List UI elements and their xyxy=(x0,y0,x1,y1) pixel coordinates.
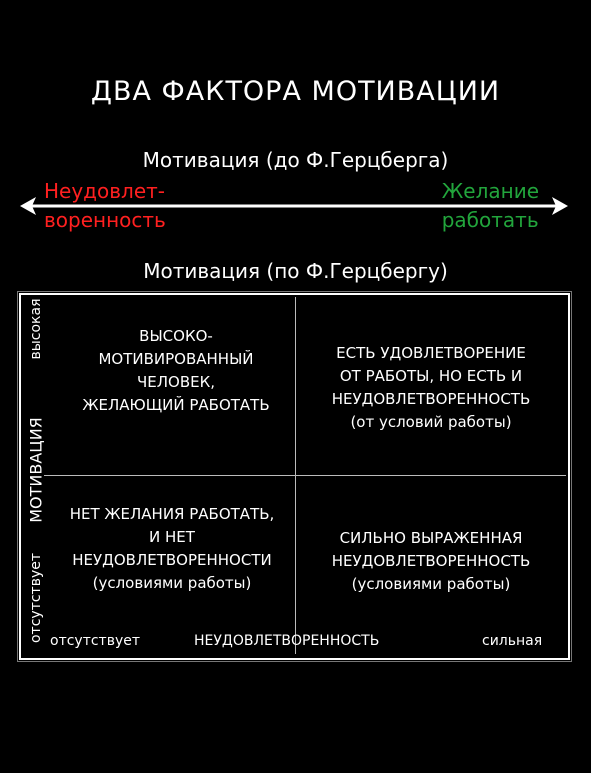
x-axis-title: НЕУДОВЛЕТВОРЕННОСТЬ xyxy=(194,633,380,649)
quadrant-top-left: ВЫСОКО- МОТИВИРОВАННЫЙ ЧЕЛОВЕК, ЖЕЛАЮЩИЙ РАБОТАТЬ xyxy=(82,327,270,414)
quadrant-bottom-right: СИЛЬНО ВЫРАЖЕННАЯ НЕУДОВЛЕТВОРЕННОСТЬ (условиями работы) xyxy=(331,529,531,593)
y-axis-low-label: отсутствует xyxy=(28,552,44,644)
y-axis-high-label: высокая xyxy=(28,298,44,360)
page-title: ДВА ФАКТОРА МОТИВАЦИИ xyxy=(90,76,501,107)
subtitle-after-herzberg: Мотивация (по Ф.Герцбергу) xyxy=(143,259,448,283)
quadrant-top-right: ЕСТЬ УДОВЛЕТВОРЕНИЕ ОТ РАБОТЫ, НО ЕСТЬ И НЕУДОВЛЕТВОРЕННОСТЬ (от условий работы) xyxy=(331,344,531,431)
x-axis-low-label: отсутствует xyxy=(50,633,141,649)
quadrant-bottom-left: НЕТ ЖЕЛАНИЯ РАБОТАТЬ, И НЕТ НЕУДОВЛЕТВОРЕННОСТИ (условиями работы) xyxy=(69,505,275,592)
desire-to-work-label: Желание работать xyxy=(441,179,539,232)
subtitle-before-herzberg: Мотивация (до Ф.Герцберга) xyxy=(142,148,449,172)
matrix-horizontal-divider xyxy=(44,475,566,476)
x-axis-high-label: сильная xyxy=(482,633,543,649)
dissatisfaction-label: Неудовлет- воренность xyxy=(44,179,166,232)
y-axis-title: МОТИВАЦИЯ xyxy=(26,417,46,523)
